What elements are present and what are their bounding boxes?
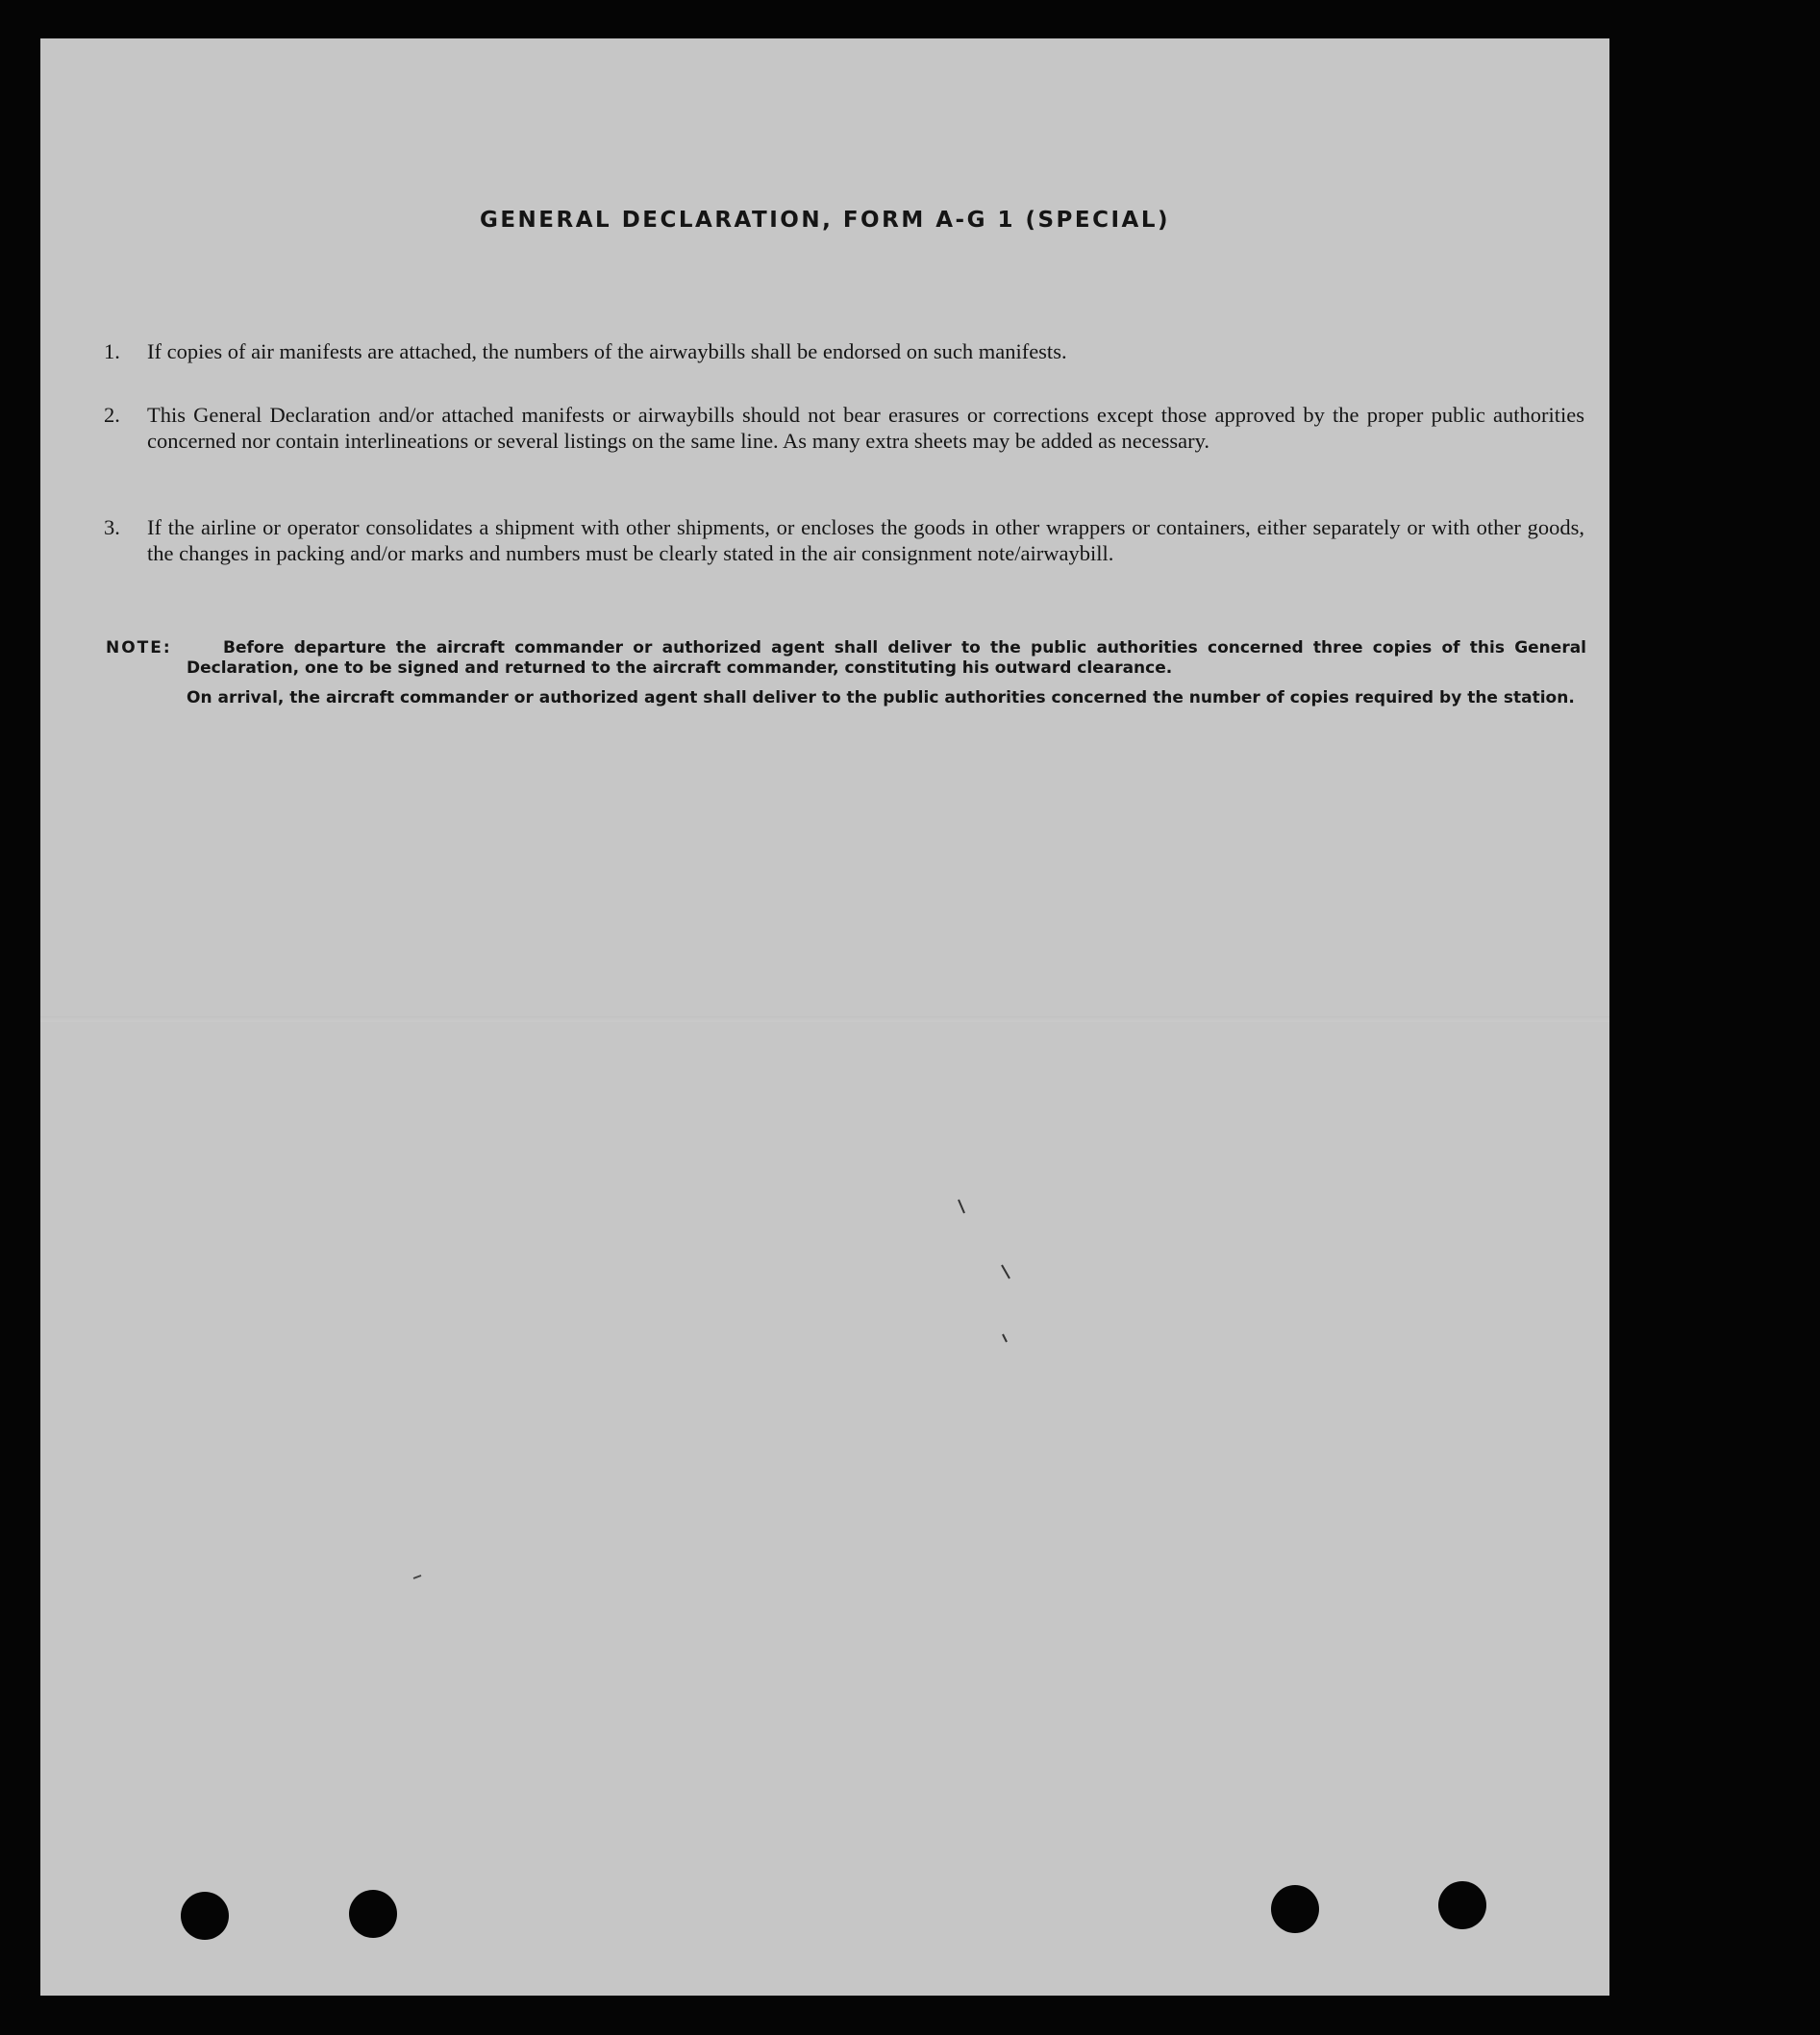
item-number: 2. — [104, 403, 120, 427]
item-text: If the airline or operator consolidates a shipment with other shipments, or encloses the goods in other wrappers or containers, either separately or with other goods, the changes in packing and/or marks and numbers must be clearly stated in the air consignment note/airwaybill. — [147, 515, 1584, 565]
note-paragraph-arrival: On arrival, the aircraft commander or authorized agent shall deliver to the public authorities concerned the number of copies required by the station. — [187, 688, 1575, 707]
paper-specks — [40, 38, 1609, 1996]
item-text: This General Declaration and/or attached manifests or airwaybills should not bear erasures or corrections except those approved by the proper public authorities concerned nor contain interlineations or several listings on the same line. As many extra sheets may be added as necessary. — [147, 403, 1584, 453]
punch-hole — [181, 1892, 229, 1940]
punch-hole — [1438, 1881, 1486, 1929]
punch-hole — [1271, 1885, 1319, 1933]
item-number: 1. — [104, 339, 120, 363]
note-label: NOTE: — [106, 638, 172, 658]
note-paragraph-departure: Before departure the aircraft commander or authorized agent shall deliver to the public authorities concerned three copies of this General Declaration, one to be signed and returned to the aircraft commander, constituting his outward clearance. — [187, 638, 1586, 678]
item-text: If copies of air manifests are attached, the numbers of the airwaybills shall be endorsed on such manifests. — [147, 339, 1067, 363]
document-page — [40, 38, 1609, 1996]
punch-hole — [349, 1890, 397, 1938]
item-number: 3. — [104, 515, 120, 539]
form-title: GENERAL DECLARATION, FORM A-G 1 (SPECIAL) — [479, 208, 1171, 233]
